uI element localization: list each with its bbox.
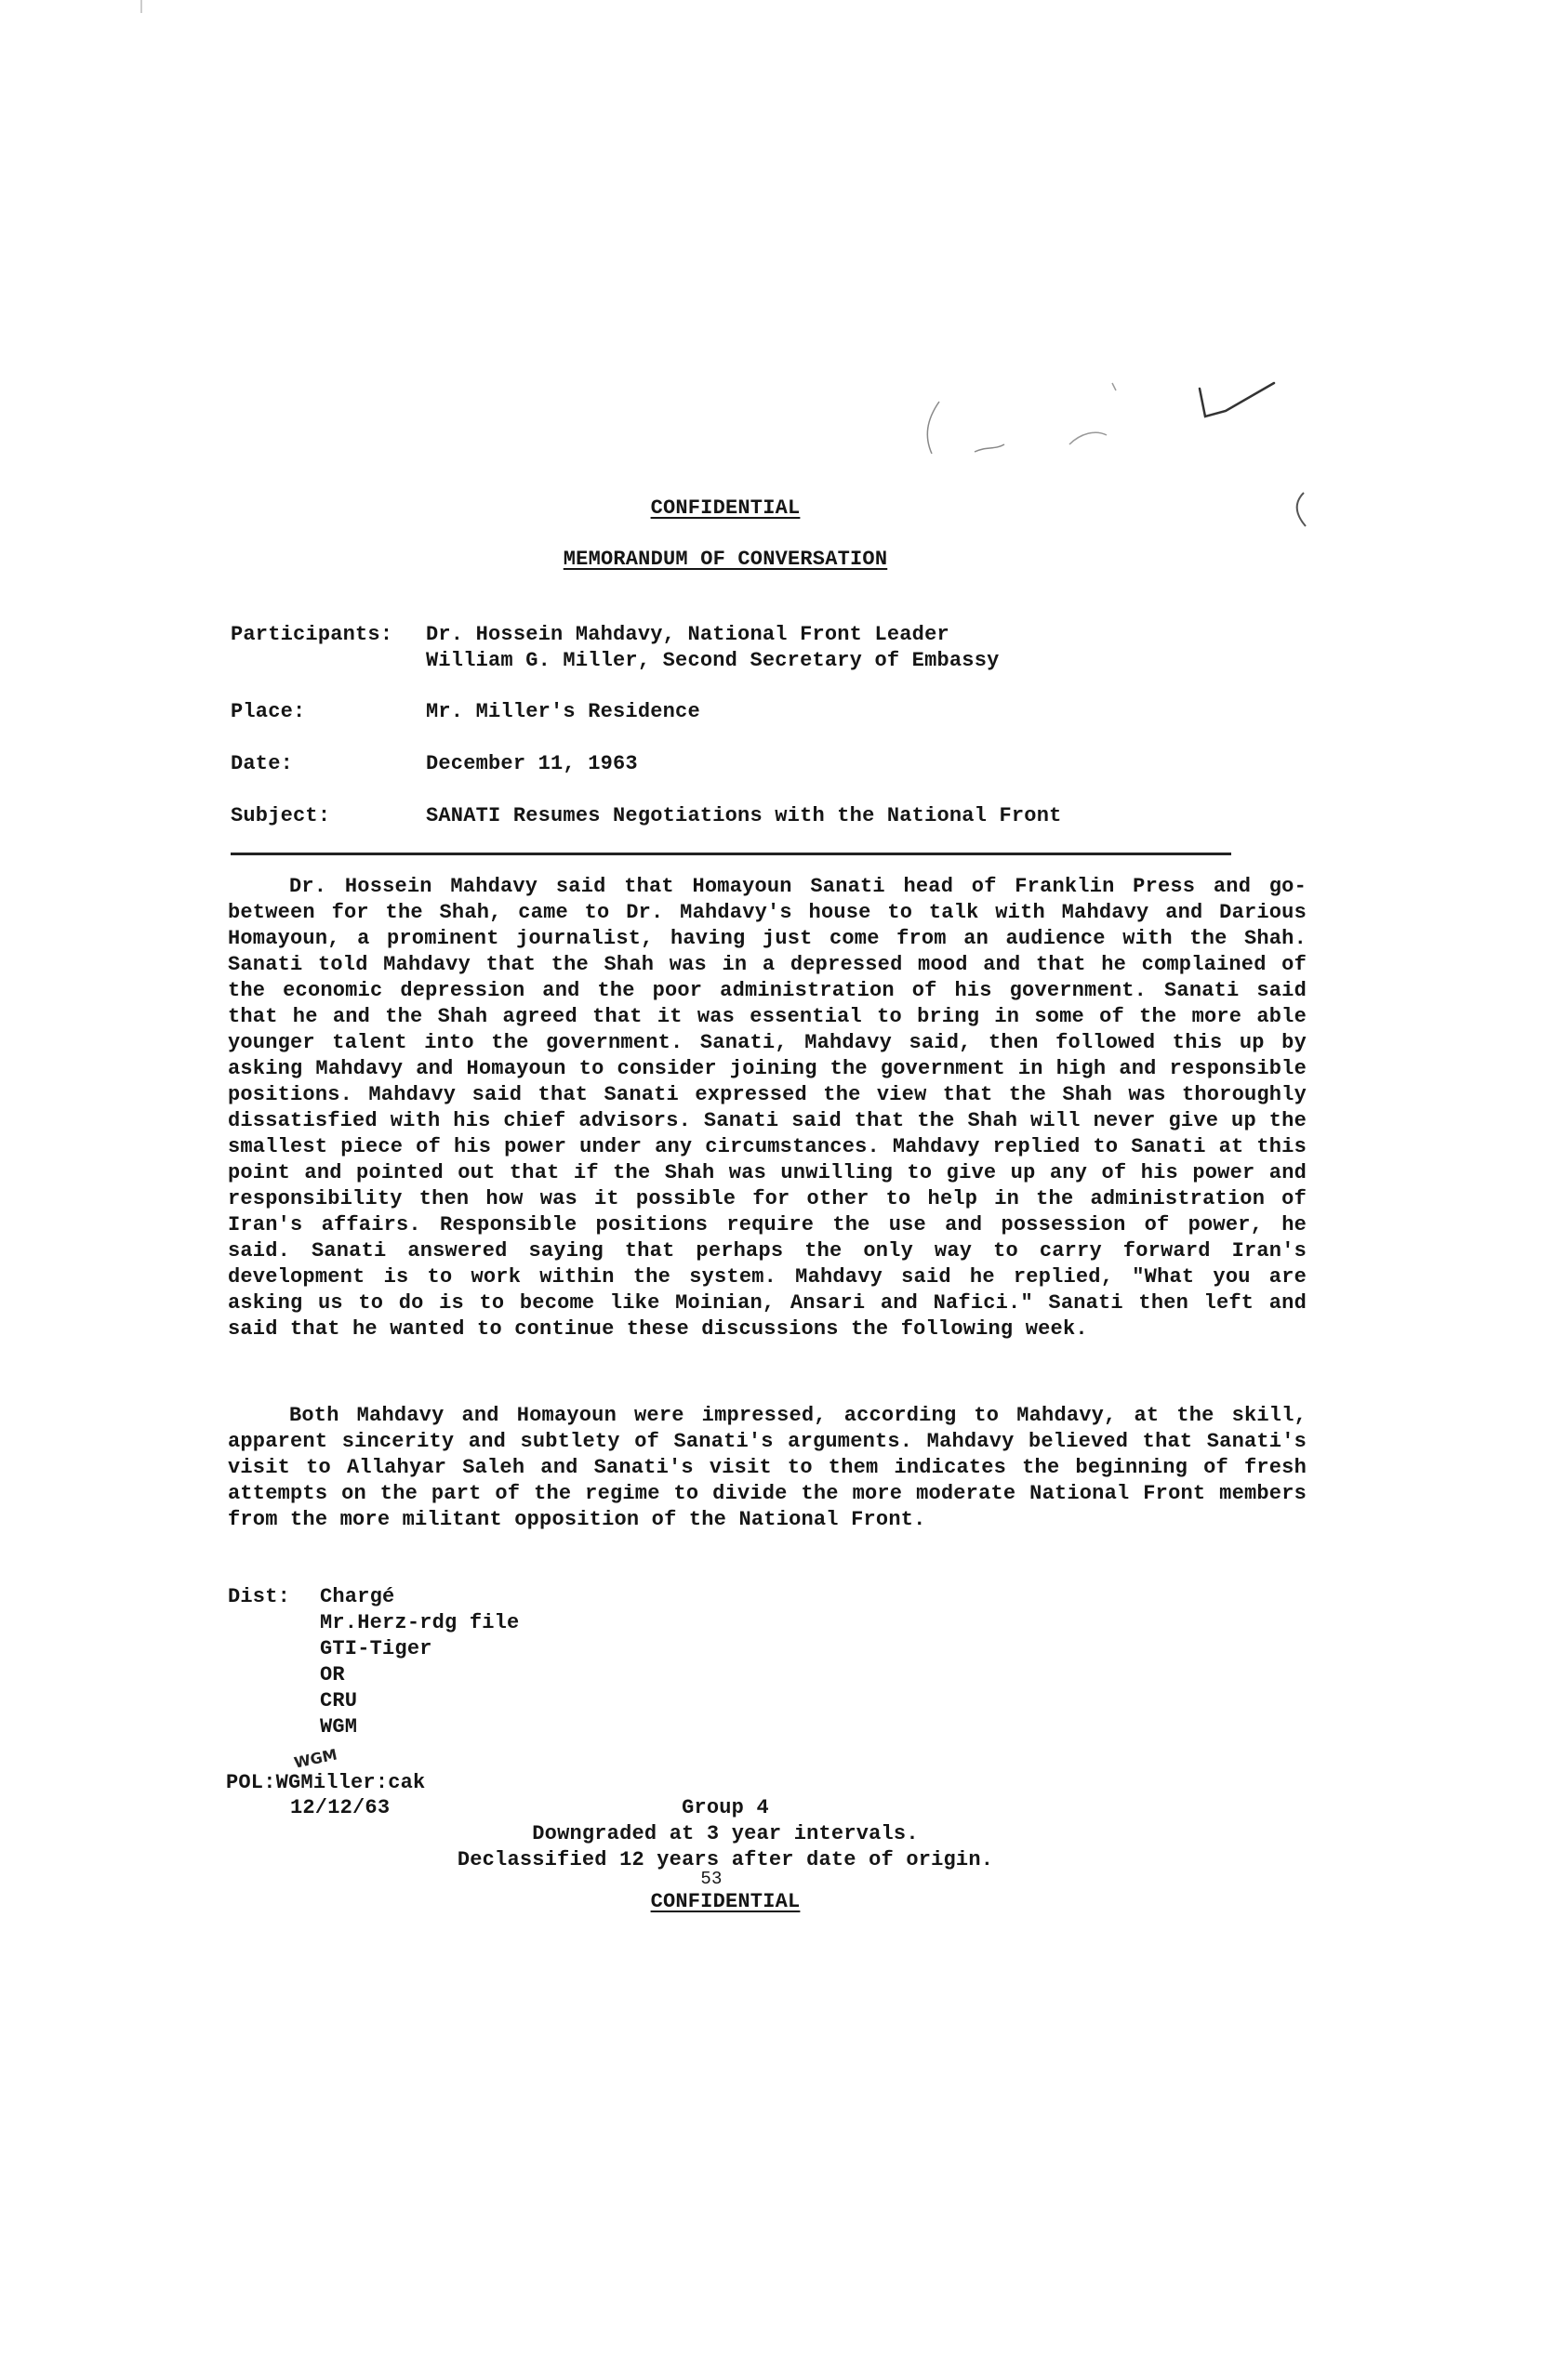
downgrade-line: Downgraded at 3 year intervals. [532, 1822, 919, 1845]
pencil-mark [1112, 383, 1116, 390]
body-paragraph-1: Dr. Hossein Mahdavy said that Homayoun Sanati head of Franklin Press and go-between for the Shah, came to Dr. Mahdavy's house to talk with Mahdavy and Darious Homayoun, a prominent journalist, having just come from an audience with the Shah. Sanati told Mahdavy that the Shah was in a depressed mood and that he complained of the economic depression and the poor administration of his government. Sanati said that he and the Shah agreed that it was essential to bring in some of the more able younger talent into the government. Sanati, Mahdavy said, then followed this up by asking Mahdavy and Homayoun to consider joining the government in high and responsible positions. Mahdavy said that Sanati expressed the view that the Shah was thoroughly dissatisfied with his chief advisors. Sanati said that the Shah will never give up the smallest piece of his power under any circumstances. Mahdavy replied to Sanati at this point and pointed out that if the Shah was unwilling to give up any of his power and responsibility then how was it possible for other to help in the administration of Iran's affairs. Responsible positions require the use and possession of power, he said. Sanati answered saying that perhaps the only way to carry forward Iran's development is to work within the system. Mahdavy said he replied, "What you are asking us to do is to become like Moinian, Ansari and Nafici." Sanati then left and said that he wanted to continue these discussions the following week. [228, 875, 1307, 1341]
document-title: MEMORANDUM OF CONVERSATION [563, 548, 888, 571]
declassify-line: Declassified 12 years after date of origin. [457, 1848, 994, 1871]
body-paragraph-2: Both Mahdavy and Homayoun were impressed, according to Mahdavy, at the skill, apparent sincerity and subtlety of Sanati's arguments. Mahdavy believed that Sanati's visit to Allahyar Saleh and Sanati's visit to them indicates the beginning of fresh attempts on the part of the regime to divide the more moderate National Front members from the more militant opposition of the National Front. [228, 1404, 1307, 1531]
distribution-item: GTI-Tiger [320, 1637, 432, 1660]
handwritten-initials: WGM [292, 1745, 339, 1772]
participant-1: Dr. Hossein Mahdavy, National Front Leader [426, 623, 949, 646]
place-value: Mr. Miller's Residence [426, 700, 700, 723]
place-label: Place: [231, 700, 306, 723]
pencil-mark [927, 402, 939, 454]
pencil-mark [975, 444, 1004, 452]
group-line: Group 4 [682, 1796, 769, 1819]
drafter-line: POL:WGMiller:cak [226, 1771, 426, 1794]
participants-label: Participants: [231, 623, 393, 646]
distribution-item: Chargé [320, 1585, 395, 1608]
date-label: Date: [231, 752, 294, 775]
classification-bottom: CONFIDENTIAL [650, 1890, 801, 1913]
subject-value: SANATI Resumes Negotiations with the National Front [426, 804, 1062, 827]
classification-top: CONFIDENTIAL [650, 496, 801, 520]
pencil-mark [1069, 432, 1107, 444]
subject-row [231, 803, 1300, 829]
distribution-label: Dist: [228, 1585, 291, 1608]
date-value: December 11, 1963 [426, 752, 638, 775]
participants-value [426, 622, 1291, 674]
drafted-date: 12/12/63 [290, 1796, 391, 1819]
distribution-item: Mr.Herz-rdg file [320, 1611, 520, 1634]
participants-row [231, 622, 1300, 678]
date-row [231, 751, 1300, 777]
distribution-item: CRU [320, 1689, 358, 1712]
page-number: 53 [700, 1869, 723, 1889]
distribution-item: OR [320, 1663, 345, 1686]
distribution-item: WGM [320, 1715, 358, 1739]
header-divider [231, 853, 1231, 855]
participant-2: William G. Miller, Second Secretary of Embassy [426, 649, 1000, 672]
distribution-list [320, 1584, 519, 1740]
subject-label: Subject: [231, 804, 331, 827]
place-row [231, 699, 1300, 725]
check-mark-scribble [1200, 383, 1274, 416]
